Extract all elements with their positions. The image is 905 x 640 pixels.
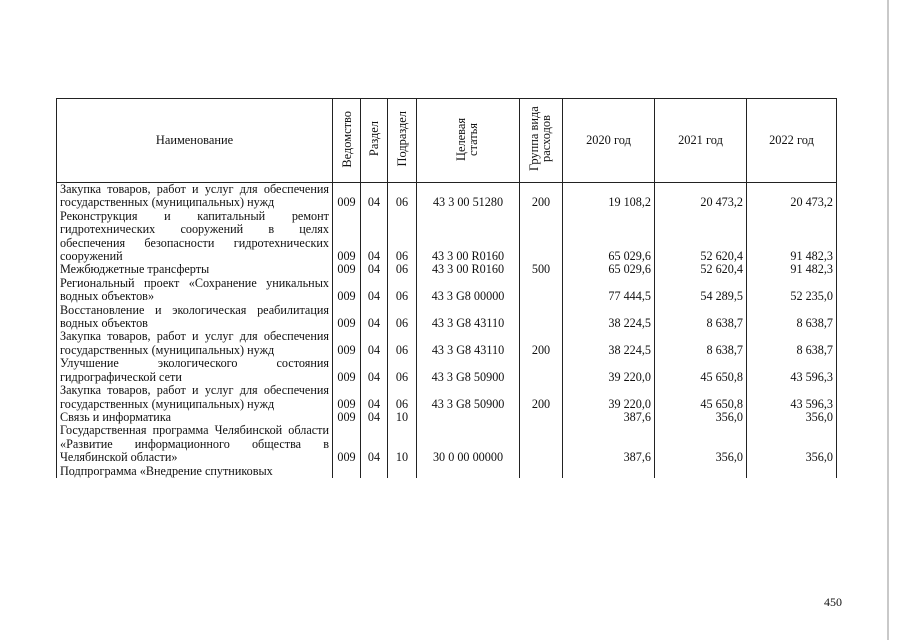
row-value-2021: 54 289,5 (655, 277, 747, 304)
row-subsection: 10 (388, 424, 417, 464)
row-group (520, 210, 563, 264)
row-name: Региональный проект «Сохранение уникальных водных объектов» (57, 277, 333, 304)
row-target: 43 3 G8 43110 (417, 304, 520, 331)
row-section: 04 (361, 304, 388, 331)
row-dept: 009 (333, 210, 361, 264)
row-group (520, 304, 563, 331)
header-2020: 2020 год (563, 99, 655, 183)
table-row (57, 263, 837, 276)
header-group: Группа вида расходов (520, 99, 563, 183)
table-row (57, 183, 837, 210)
row-section: 04 (361, 411, 388, 424)
row-value-2022: 91 482,3 (747, 263, 837, 276)
row-group: 500 (520, 263, 563, 276)
row-value-2021: 8 638,7 (655, 304, 747, 331)
row-value-2022: 8 638,7 (747, 304, 837, 331)
table-row (57, 304, 837, 331)
row-value-2022: 43 596,3 (747, 357, 837, 384)
row-name: Подпрограмма «Внедрение спутниковых (57, 465, 333, 478)
row-name: Улучшение экологического состояния гидрографической сети (57, 357, 333, 384)
row-value-2021 (655, 465, 747, 478)
row-value-2020: 387,6 (563, 424, 655, 464)
row-section: 04 (361, 277, 388, 304)
row-target: 43 3 G8 43110 (417, 330, 520, 357)
row-value-2022: 52 235,0 (747, 277, 837, 304)
row-target (417, 411, 520, 424)
row-group (520, 465, 563, 478)
row-name: Закупка товаров, работ и услуг для обеспечения государственных (муниципальных) нужд (57, 330, 333, 357)
table-row (57, 330, 837, 357)
row-group: 200 (520, 384, 563, 411)
header-2021: 2021 год (655, 99, 747, 183)
row-section: 04 (361, 263, 388, 276)
table-row (57, 411, 837, 424)
row-target: 43 3 00 51280 (417, 183, 520, 210)
row-value-2021: 45 650,8 (655, 384, 747, 411)
table-row (57, 465, 837, 478)
row-dept: 009 (333, 384, 361, 411)
row-subsection: 06 (388, 263, 417, 276)
page-number: 450 (824, 595, 842, 609)
row-value-2021: 45 650,8 (655, 357, 747, 384)
row-dept: 009 (333, 411, 361, 424)
row-target: 43 3 00 R0160 (417, 210, 520, 264)
row-dept (333, 465, 361, 478)
row-value-2021: 52 620,4 (655, 263, 747, 276)
header-subsection: Подраздел (388, 99, 417, 183)
row-subsection: 06 (388, 183, 417, 210)
row-value-2020 (563, 465, 655, 478)
row-subsection: 06 (388, 277, 417, 304)
row-target: 30 0 00 00000 (417, 424, 520, 464)
row-subsection: 10 (388, 411, 417, 424)
row-value-2020: 39 220,0 (563, 357, 655, 384)
row-value-2021: 52 620,4 (655, 210, 747, 264)
row-target: 43 3 G8 00000 (417, 277, 520, 304)
row-value-2020: 19 108,2 (563, 183, 655, 210)
row-value-2022 (747, 465, 837, 478)
row-value-2021: 8 638,7 (655, 330, 747, 357)
header-dept: Ведомство (333, 99, 361, 183)
row-dept: 009 (333, 424, 361, 464)
page-edge (887, 0, 889, 640)
row-section: 04 (361, 330, 388, 357)
row-name: Межбюджетные трансферты (57, 263, 333, 276)
header-section: Раздел (361, 99, 388, 183)
budget-table (56, 98, 837, 478)
row-value-2020: 39 220,0 (563, 384, 655, 411)
row-value-2020: 65 029,6 (563, 263, 655, 276)
row-subsection: 06 (388, 384, 417, 411)
row-target: 43 3 00 R0160 (417, 263, 520, 276)
row-name: Связь и информатика (57, 411, 333, 424)
row-subsection (388, 465, 417, 478)
row-value-2021: 20 473,2 (655, 183, 747, 210)
row-section: 04 (361, 384, 388, 411)
row-value-2022: 356,0 (747, 411, 837, 424)
row-dept: 009 (333, 357, 361, 384)
table-row (57, 424, 837, 464)
row-section (361, 465, 388, 478)
row-value-2020: 38 224,5 (563, 304, 655, 331)
row-name: Закупка товаров, работ и услуг для обеспечения государственных (муниципальных) нужд (57, 384, 333, 411)
row-group (520, 424, 563, 464)
row-value-2022: 91 482,3 (747, 210, 837, 264)
row-value-2020: 38 224,5 (563, 330, 655, 357)
row-value-2022: 43 596,3 (747, 384, 837, 411)
table-header (57, 99, 837, 183)
row-value-2020: 65 029,6 (563, 210, 655, 264)
row-dept: 009 (333, 263, 361, 276)
row-value-2020: 77 444,5 (563, 277, 655, 304)
row-subsection: 06 (388, 357, 417, 384)
table-row (57, 210, 837, 264)
header-2022: 2022 год (747, 99, 837, 183)
row-target (417, 465, 520, 478)
table-row (57, 357, 837, 384)
row-value-2020: 387,6 (563, 411, 655, 424)
row-dept: 009 (333, 277, 361, 304)
row-section: 04 (361, 210, 388, 264)
row-section: 04 (361, 424, 388, 464)
row-value-2022: 356,0 (747, 424, 837, 464)
row-section: 04 (361, 357, 388, 384)
row-group (520, 357, 563, 384)
row-name: Восстановление и экологическая реабилитация водных объектов (57, 304, 333, 331)
row-name: Государственная программа Челябинской области «Развитие информационного общества в Челябинской области» (57, 424, 333, 464)
row-value-2021: 356,0 (655, 424, 747, 464)
row-group: 200 (520, 183, 563, 210)
row-group (520, 277, 563, 304)
row-subsection: 06 (388, 210, 417, 264)
row-dept: 009 (333, 183, 361, 210)
row-target: 43 3 G8 50900 (417, 384, 520, 411)
row-name: Закупка товаров, работ и услуг для обеспечения государственных (муниципальных) нужд (57, 183, 333, 210)
row-name: Реконструкция и капитальный ремонт гидротехнических сооружений в целях обеспечения безопасности гидротехнических сооружений (57, 210, 333, 264)
row-section: 04 (361, 183, 388, 210)
header-target: Целевая статья (417, 99, 520, 183)
row-value-2021: 356,0 (655, 411, 747, 424)
row-dept: 009 (333, 330, 361, 357)
header-name: Наименование (57, 99, 333, 183)
table-row (57, 384, 837, 411)
row-dept: 009 (333, 304, 361, 331)
row-value-2022: 8 638,7 (747, 330, 837, 357)
row-group (520, 411, 563, 424)
row-subsection: 06 (388, 304, 417, 331)
table-row (57, 277, 837, 304)
row-group: 200 (520, 330, 563, 357)
row-subsection: 06 (388, 330, 417, 357)
table-body (57, 183, 837, 478)
row-value-2022: 20 473,2 (747, 183, 837, 210)
row-target: 43 3 G8 50900 (417, 357, 520, 384)
